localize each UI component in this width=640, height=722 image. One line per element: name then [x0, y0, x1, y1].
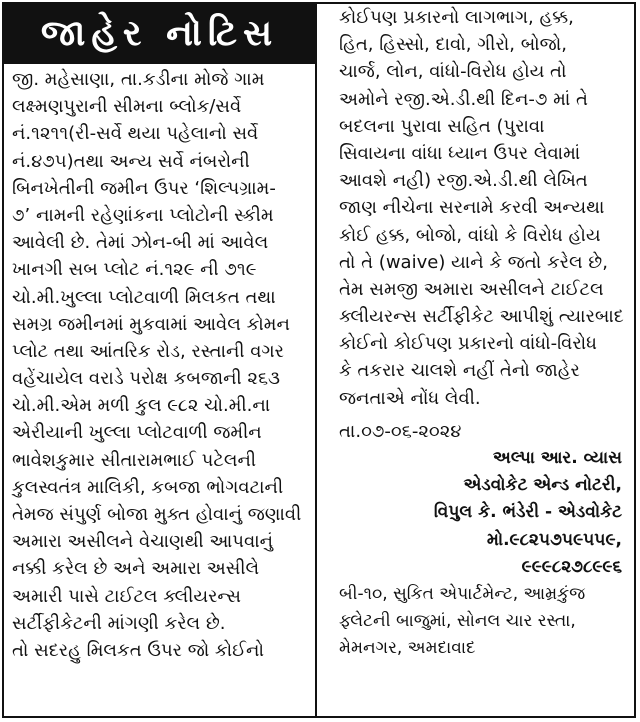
- body-line: કોઈ હક્ક, બોજો, વાંધો કે વિરોધ હોય: [339, 224, 601, 246]
- signatory-role: એડવોકેટ એન્ડ નોટરી,: [463, 475, 622, 496]
- body-line: ભાવેશકુમાર સીતારામભાઈ પટેલની: [12, 449, 257, 471]
- signatory-name: અલ્પા આર. વ્યાસ: [492, 448, 622, 468]
- body-line: તો તે (waive) યાને કે જતો કરેલ છે,: [339, 251, 608, 273]
- body-line: નક્કી કરેલ છે અને અમારા અસીલે: [12, 558, 260, 580]
- body-line: કુલસ્વતંત્ર માલિકી, કબજા ભોગવટાની: [12, 476, 284, 498]
- body-line: આવેલી છે. તેમાં ઝોન-બી માં આવેલ: [12, 232, 269, 254]
- body-line: સમગ્ર જમીનમાં મુકવામાં આવેલ કોમન: [12, 313, 290, 335]
- body-line: કોઈનો કોઈપણ પ્રકારનો વાંધો-વિરોધ: [339, 333, 597, 355]
- right-body: [319, 4, 634, 663]
- signatory-name-2: વિપુલ કે. ભંડેરી - એડવોકેટ: [433, 502, 622, 523]
- body-line: આવશે નહી) રજી.એ.ડી.થી લેખિત: [339, 170, 588, 192]
- notice-title: જાહેર નોટિસ: [4, 4, 315, 64]
- body-line: અમારી પાસે ટાઈટલ ક્લીયરન્સ: [12, 585, 242, 607]
- body-line: હિત, હિસ્સો, દાવો, ગીરો, બોજો,: [339, 34, 567, 56]
- body-line: અમારા અસીલને વેચાણથી આપવાનું: [12, 531, 274, 553]
- body-line: ચો.મી.એમ મળી કુલ ૯૮૨ ચો.મી.ના: [12, 395, 271, 417]
- body-line: એરીયાની ખુલ્લા પ્લોટવાળી જમીન: [12, 422, 262, 444]
- address-line: મેમનગર, અમદાવાદ: [339, 638, 476, 659]
- body-line: સર્ટીફીકેટની માંગણી કરેલ છે.: [12, 612, 226, 634]
- body-line: સિવાયના વાંધા ધ્યાન ઉપર લેવામાં: [339, 142, 581, 164]
- notice-date: તા.૦૭-૦૬-૨૦૨૪: [339, 420, 462, 442]
- body-line: બિનખેતીની જમીન ઉપર ‘શિલ્પગ્રામ-: [12, 177, 276, 199]
- body-line: તેમ સમજી અમારા અસીલને ટાઈટલ: [339, 278, 604, 300]
- signatory-phone-2: ૯૯૯૮૨૭૮૯૯૬: [521, 556, 622, 577]
- body-line: ચો.મી.ખુલ્લા પ્લોટવાળી મિલકત તથા: [12, 286, 276, 308]
- body-line: તેમજ સંપુર્ણ બોજા મુક્ત હોવાનું જણાવી: [12, 504, 302, 525]
- body-line: તો સદરહુ મિલકત ઉપર જો કોઈનો: [12, 639, 264, 661]
- body-line: જાણ નીચેના સરનામે કરવી અન્યથા: [339, 197, 605, 219]
- column-divider: [315, 2, 317, 718]
- body-line: નં.૧૨૧૧(રી-સર્વે થયા પહેલાનો સર્વે: [12, 123, 259, 145]
- left-body: [4, 66, 315, 664]
- address-line: ફ્લેટની બાજુમાં, સોનલ ચાર રસ્તા,: [339, 611, 576, 632]
- body-line: કે તકરાર ચાલશે નહીં તેનો જાહેર: [339, 360, 580, 382]
- body-line: ૭’ નામની રહેણાંકના પ્લોટોની સ્કીમ: [12, 204, 274, 226]
- body-line: જનતાએ નોંધ લેવી.: [339, 387, 481, 409]
- body-line: જી. મહેસાણા, તા.કડીના મોજે ગામ: [12, 69, 265, 90]
- body-line: ચાર્જ, લોન, વાંધો-વિરોધ હોય તો: [339, 61, 567, 83]
- body-line: કોઈપણ પ્રકારનો લાગભાગ, હક્ક,: [339, 7, 574, 28]
- body-line: ક્લીયરન્સ સર્ટીફીકેટ આપીશું ત્યારબાદ: [339, 306, 624, 328]
- address-line: બી-૧૦, સુકિત એપાર્ટમેન્ટ, આમ્રકુંજ: [339, 583, 586, 604]
- body-line: વહેંચાયેલ વરાડે પરોક્ષ કબજાની ૨૬૩: [12, 368, 281, 390]
- body-line: પ્લોટ તથા આંતરિક રોડ, રસ્તાની વગર: [12, 340, 284, 362]
- signatory-phone-1: મો.૯૮૨૫૭૫૯૫૫૯,: [486, 529, 622, 550]
- body-line: બદલના પુરાવા સહિત (પુરાવા: [339, 115, 545, 137]
- body-line: ખાનગી સબ પ્લોટ નં.૧૨૯ ની ૭૧૯: [12, 259, 257, 281]
- body-line: નં.૪૭૫)તથા અન્ય સર્વે નંબરોની: [12, 150, 250, 172]
- body-line: લક્ષ્મણપુરાની સીમના બ્લોક/સર્વે: [12, 96, 242, 118]
- left-column: [4, 0, 315, 661]
- body-line: અમોને રજી.એ.ડી.થી દિન-૭ માં તે: [339, 88, 588, 110]
